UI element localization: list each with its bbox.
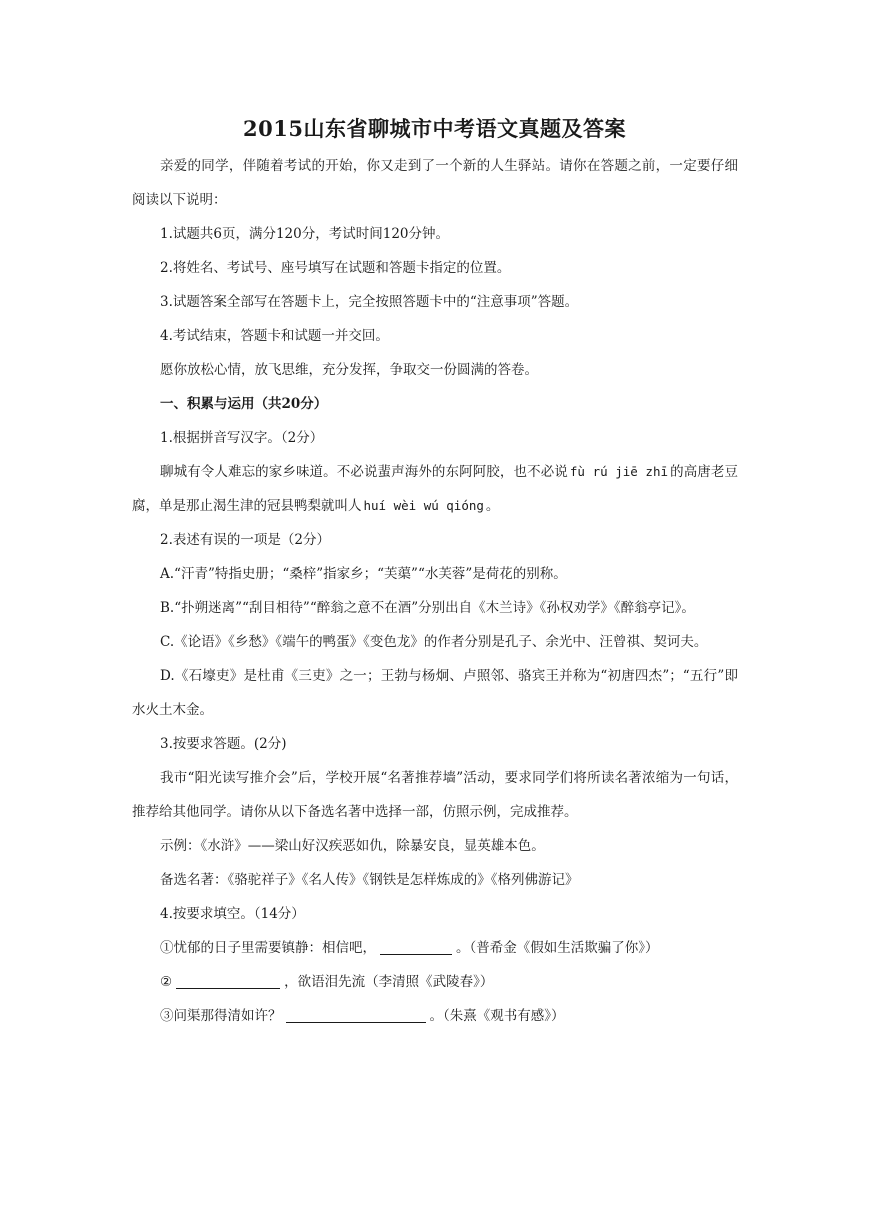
q2-option-c: C.《论语》《乡愁》《端午的鸭蛋》《变色龙》的作者分别是孔子、余光中、汪曾祺、契诃夫。 [160, 634, 708, 650]
q4-l1-text: ①忧郁的日子里需要镇静：相信吧， [160, 940, 376, 956]
q1-text-b: 的高唐老豆腐，单是那止渴生津的冠县鸭梨就叫人 [132, 464, 738, 514]
q4-l2-source: ，欲语泪先流（李清照《武陵春》） [284, 974, 494, 990]
q3-example: 示例：《水浒》——梁山好汉疾恶如仇，除暴安良，显英雄本色。 [160, 838, 545, 854]
q3-stem: 3.按要求答题。(2分) [160, 736, 287, 752]
intro-paragraph: 亲爱的同学，伴随着考试的开始，你又走到了一个新的人生驿站。请你在答题之前，一定要仔细阅读以下说明： [132, 158, 738, 208]
q1-text-c: 。 [485, 498, 500, 514]
q2-option-d: D.《石壕吏》是杜甫《三吏》之一；王勃与杨炯、卢照邻、骆宾王并称为“初唐四杰”；“五行”即水火土木金。 [132, 668, 738, 718]
section-heading: 一、积累与运用（共20分） [160, 396, 328, 412]
document-body [132, 149, 738, 1033]
q4-line-3 [132, 999, 738, 1033]
rule-1: 1.试题共6页，满分120分，考试时间120分钟。 [160, 226, 450, 242]
q4-l2-text: ② [160, 974, 173, 990]
answer-blank-2[interactable] [176, 972, 280, 989]
rule-3: 3.试题答案全部写在答题卡上，完全按照答题卡中的“注意事项”答题。 [160, 294, 579, 310]
q4-line-2 [132, 965, 738, 999]
document-title: 2015山东省聊城市中考语文真题及答案 [243, 116, 626, 141]
answer-blank-3[interactable] [286, 1006, 426, 1023]
q1-stem: 1.根据拼音写汉字。（2分） [160, 430, 324, 446]
q3-options: 备选名著：《骆驼祥子》《名人传》《钢铁是怎样炼成的》《格列佛游记》 [160, 872, 579, 888]
q4-line-1 [132, 931, 738, 965]
q3-text: 我市“阳光读写推介会”后，学校开展“名著推荐墙”活动，要求同学们将所读名著浓缩为一句话，推荐给其他同学。请你从以下备选名著中选择一部，仿照示例，完成推荐。 [132, 770, 738, 820]
q4-l3-text: ③问渠那得清如许？ [160, 1008, 282, 1024]
wish-line: 愿你放松心情，放飞思维，充分发挥，争取交一份圆满的答卷。 [160, 362, 538, 378]
q4-l3-source: 。（朱熹《观书有感》） [429, 1008, 565, 1024]
answer-blank-1[interactable] [380, 938, 452, 955]
q1-passage [132, 455, 738, 523]
q2-option-a: A.“汗青”特指史册；“桑梓”指家乡；“芙蕖”“水芙蓉”是荷花的别称。 [160, 566, 567, 582]
q4-l1-source: 。（普希金《假如生活欺骗了你》） [456, 940, 659, 956]
pinyin-1: fù rú jiē zhī [569, 464, 669, 479]
q1-text-a: 聊城有令人难忘的家乡味道。不必说蜚声海外的东阿阿胶，也不必说 [160, 464, 568, 480]
q2-option-b: B.“扑朔迷离”“刮目相待”“醉翁之意不在酒”分别出自《木兰诗》《孙权劝学》《醉翁亭记》。 [160, 600, 695, 616]
rule-2: 2.将姓名、考试号、座号填写在试题和答题卡指定的位置。 [160, 260, 511, 276]
rule-4: 4.考试结束，答题卡和试题一并交回。 [160, 328, 389, 344]
q4-stem: 4.按要求填空。（14分） [160, 906, 305, 922]
pinyin-2: huí wèi wú qióng [363, 498, 484, 513]
q2-stem: 2.表述有误的一项是（2分） [160, 532, 330, 548]
